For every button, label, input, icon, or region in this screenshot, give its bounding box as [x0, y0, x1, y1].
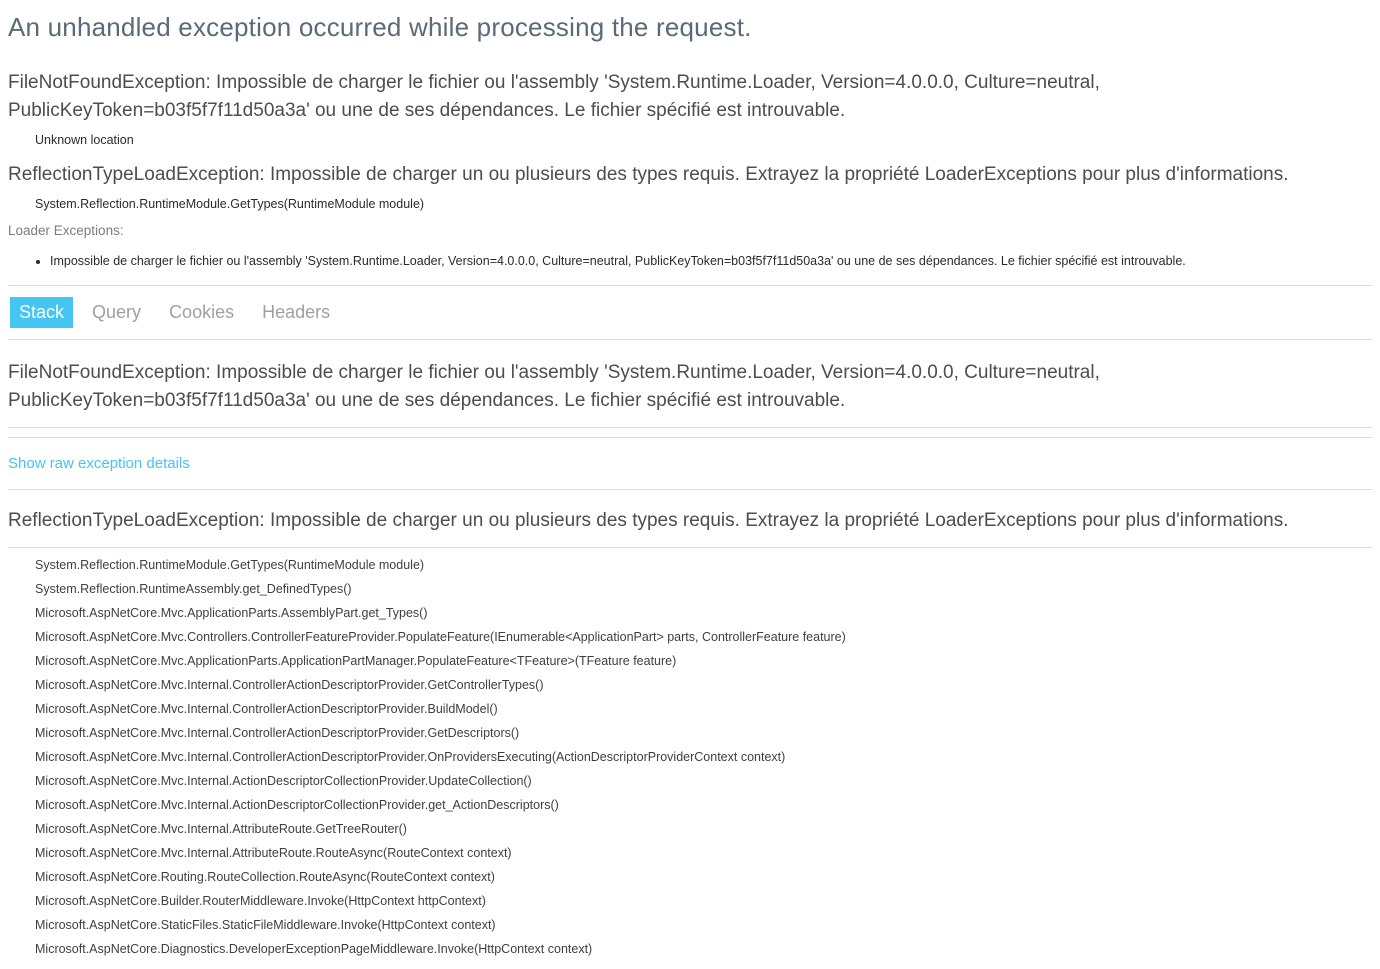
stack-frame: Microsoft.AspNetCore.Builder.RouterMiddleware.Invoke(HttpContext httpContext) — [35, 894, 486, 908]
stack-frame: Microsoft.AspNetCore.Mvc.ApplicationParts.AssemblyPart.get_Types() — [35, 606, 428, 620]
loader-exceptions-label: Loader Exceptions: — [8, 223, 124, 238]
stack-frame: Microsoft.AspNetCore.Mvc.Internal.ActionDescriptorCollectionProvider.get_ActionDescriptors() — [35, 798, 559, 812]
stack-exception-title-reflectiontypeload: ReflectionTypeLoadException: Impossible de charger un ou plusieurs des types requis. Extrayez la propriété LoaderExceptions pour plus d'informations. — [8, 490, 1372, 548]
stack-frame: Microsoft.AspNetCore.Mvc.ApplicationParts.ApplicationPartManager.PopulateFeature<TFeature>(TFeature feature) — [35, 654, 677, 668]
exception-title-filenotfound: FileNotFoundException: Impossible de charger le fichier ou l'assembly 'System.Runtime.Loader, Version=4.0.0.0, Culture=neutral, PublicKeyToken=b03f5f7f11d50a3a' ou une de ses dépendances. Le fichier spécifié est introuvable. — [8, 72, 1100, 121]
stack-frame: Microsoft.AspNetCore.Mvc.Internal.AttributeRoute.GetTreeRouter() — [35, 822, 407, 836]
stack-frame: Microsoft.AspNetCore.Mvc.Internal.ControllerActionDescriptorProvider.GetControllerTypes() — [35, 678, 544, 692]
stack-frame: Microsoft.AspNetCore.Diagnostics.DeveloperExceptionPageMiddleware.Invoke(HttpContext context) — [35, 942, 593, 956]
tab-headers[interactable]: Headers — [262, 302, 331, 322]
stack-frame: Microsoft.AspNetCore.Mvc.Internal.ControllerActionDescriptorProvider.GetDescriptors() — [35, 726, 520, 740]
exception-location-gettypes: System.Reflection.RuntimeModule.GetTypes(RuntimeModule module) — [35, 197, 425, 211]
stack-frame: System.Reflection.RuntimeModule.GetTypes(RuntimeModule module) — [35, 558, 425, 572]
stack-frame: Microsoft.AspNetCore.Mvc.Internal.AttributeRoute.RouteAsync(RouteContext context) — [35, 846, 512, 860]
show-raw-exception-details-link[interactable]: Show raw exception details — [8, 455, 190, 472]
page-title: An unhandled exception occurred while processing the request. — [8, 12, 752, 42]
stack-frame: Microsoft.AspNetCore.Routing.RouteCollection.RouteAsync(RouteContext context) — [35, 870, 495, 884]
stack-frame: Microsoft.AspNetCore.Mvc.Controllers.ControllerFeatureProvider.PopulateFeature(IEnumerable<ApplicationPart> parts, ControllerFeature feature) — [35, 630, 846, 644]
stack-exception-title-filenotfound: FileNotFoundException: Impossible de charger le fichier ou l'assembly 'System.Runtime.Loader, Version=4.0.0.0, Culture=neutral, PublicKeyToken=b03f5f7f11d50a3a' ou une de ses dépendances. Le fichier spécifié est introuvable. — [8, 342, 1372, 428]
exception-summary — [8, 67, 1372, 269]
stack-frame: Microsoft.AspNetCore.Mvc.Internal.ControllerActionDescriptorProvider.BuildModel() — [35, 702, 498, 716]
tab-query[interactable]: Query — [92, 302, 142, 322]
tab-cookies[interactable]: Cookies — [169, 302, 235, 322]
exception-title-reflectiontypeload: ReflectionTypeLoadException: Impossible de charger un ou plusieurs des types requis. Extrayez la propriété LoaderExceptions pour plus d'informations. — [8, 164, 1289, 185]
tab-bar — [8, 285, 1372, 340]
stack-frame: Microsoft.AspNetCore.Mvc.Internal.ControllerActionDescriptorProvider.OnProvidersExecuting(ActionDescriptorProviderContext context) — [35, 750, 786, 764]
exception-location-unknown: Unknown location — [35, 133, 134, 147]
raw-exception-block — [8, 437, 1372, 490]
stack-frame: System.Reflection.RuntimeAssembly.get_DefinedTypes() — [35, 582, 352, 596]
stack-frame: Microsoft.AspNetCore.Mvc.Internal.ActionDescriptorCollectionProvider.UpdateCollection() — [35, 774, 532, 788]
stack-frames — [8, 553, 1372, 961]
tab-stack[interactable]: Stack — [10, 297, 73, 328]
stack-page — [8, 342, 1372, 961]
loader-exceptions-list — [8, 253, 1372, 269]
stack-frame: Microsoft.AspNetCore.StaticFiles.StaticFileMiddleware.Invoke(HttpContext context) — [35, 918, 496, 932]
loader-exception-item: • Impossible de charger le fichier ou l'assembly 'System.Runtime.Loader, Version=4.0.0.0, Culture=neutral, PublicKeyToken=b03f5f7f11d50a3a' ou une de ses dépendances. Le fichier spécifié est introuvable. — [50, 253, 1372, 269]
